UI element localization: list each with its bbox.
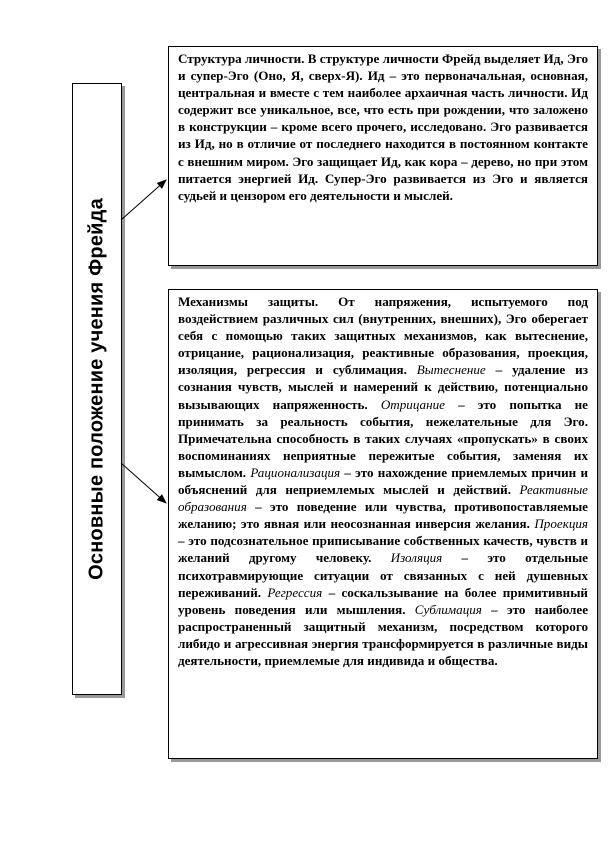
topic-label: Основные положение учения Фрейда xyxy=(85,198,108,580)
term-repression: Вытеснение xyxy=(416,362,486,378)
personality-structure-heading: Структура личности. xyxy=(178,51,305,66)
term-regression: Регрессия xyxy=(267,584,323,600)
term-reaction-formation: Реактивные образования xyxy=(178,482,588,515)
reaction-formation-text: – это поведение или чувства, противопоставляемые желанию; это явная или неосознанная инверсия желания. xyxy=(178,499,588,532)
arrow-to-structure xyxy=(121,180,166,220)
term-denial: Отрицание xyxy=(380,396,445,412)
defense-intro-text: От напряжения, испытуемого под воздействием различных сил (внутренних, внешних), Эго оберегает себя с помощью таких защитных механизмов, как вытеснение, отрицание, рационализация, реактивные образования, проекция, изоляция, регрессия и сублимация. xyxy=(178,294,588,378)
personality-structure-box xyxy=(168,46,598,266)
term-sublimation: Сублимация xyxy=(414,601,482,617)
projection-text: – это подсознательное приписывание собственных качеств, чувств и желаний другому человеку. xyxy=(178,533,588,566)
regression-text: – соскальзывание на более примитивный уровень поведения или мышления. xyxy=(178,584,588,617)
topic-box xyxy=(72,83,122,695)
term-rationalization: Рационализация xyxy=(250,464,341,480)
isolation-text: – это отдельные психотравмирующие ситуации от связанных с ней душевных переживаний. xyxy=(178,550,588,600)
repression-text: – удаление из сознания чувств, мыслей и намерений к действию, потенциально вызывающих напряженность. xyxy=(178,362,588,412)
rationalization-text: – это нахождение приемлемых причин и объяснений для неприемлемых мыслей и действий. xyxy=(178,464,588,498)
personality-structure-text: В структуре личности Фрейд выделяет Ид, Эго и супер-Эго (Оно, Я, сверх-Я). Ид – это первоначальная, основная, центральная и вместе с тем наиболее архаичная часть личности. Ид содержит все уникальное, все, что есть при рождении, что заложено в конструкции – кроме всего прочего, исследовано. Эго развивается из Ид, но в отличие от последнего находится в постоянном контакте с внешним миром. Эго защищает Ид, как кора – дерево, но при этом питается энергией Ид. Супер-Эго развивается из Эго и является судьей и цензором его деятельности и мыслей. xyxy=(178,51,588,203)
term-isolation: Изоляция xyxy=(390,550,443,566)
defense-mechanisms-box xyxy=(168,289,598,759)
arrow-to-defense xyxy=(121,463,166,503)
sublimation-text: – это наиболее распространенный защитный механизм, посредством которого либидо и агрессивная энергия трансформируется в различные виды деятельности, приемлемые для индивида и общества. xyxy=(178,601,589,668)
term-projection: Проекция xyxy=(534,516,588,532)
defense-mechanisms-heading: Механизмы защиты. xyxy=(178,294,319,309)
denial-text: – это попытка не принимать за реальность события, нежелательные для Эго. Примечательна способность в таких случаях «пропускать» в своих воспоминаниях неприятные пережитые события, заменяя их вымыслом. xyxy=(178,396,588,480)
